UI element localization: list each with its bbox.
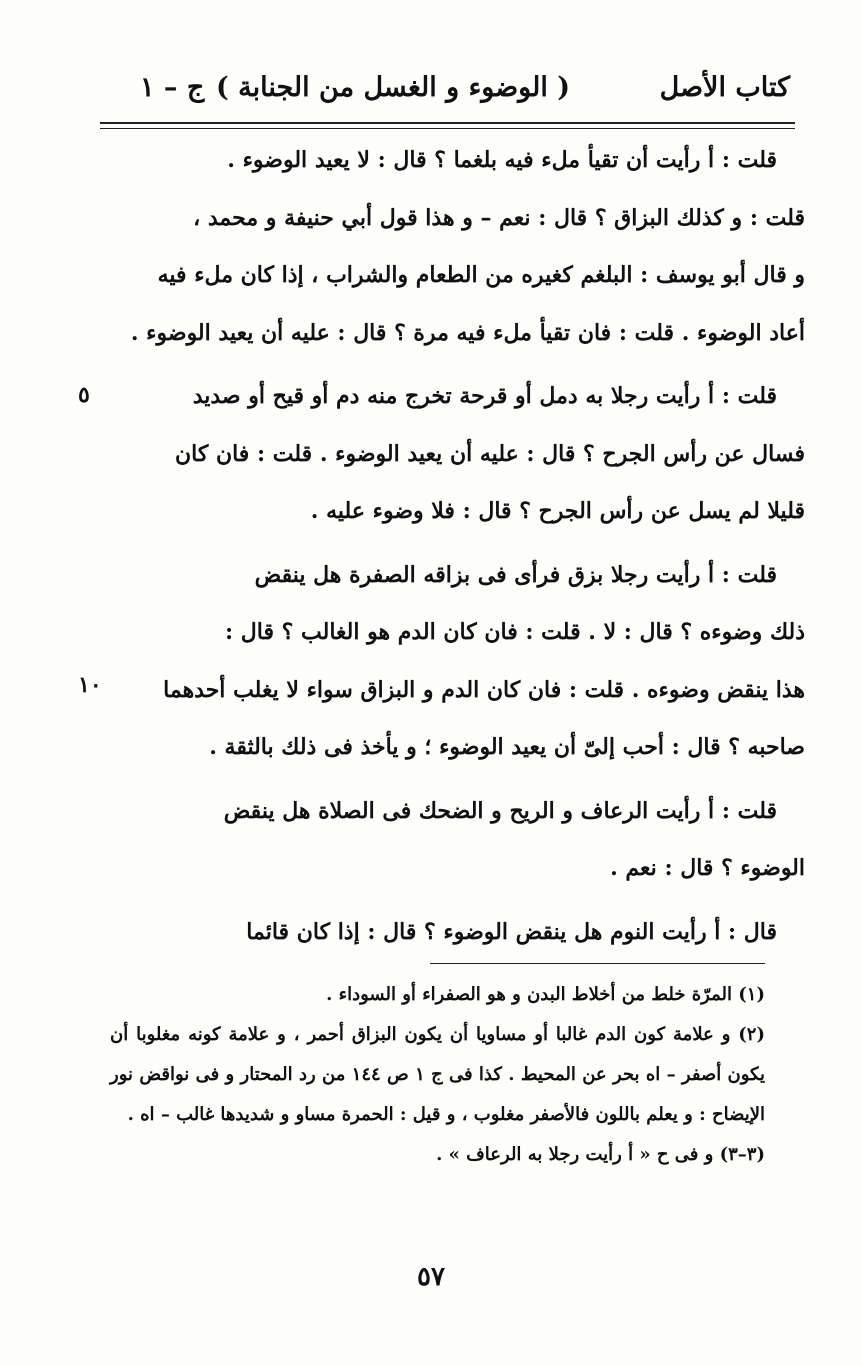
text-line: هذا ينقض وضوءه . قلت : فان كان الدم و البزاق سواء لا يغلب أحدهما <box>163 676 805 703</box>
footnotes <box>110 975 765 1175</box>
header-divider <box>100 122 795 129</box>
text-line: صاحبه ؟ قال : أحب إلىّ أن يعيد الوضوء ؛ و يأخذ فى ذلك بالثقة . <box>209 734 805 760</box>
page-number: ٥٧ <box>417 1262 445 1292</box>
text-line: قال : أ رأيت النوم هل ينقض الوضوء ؟ قال : إذا كان قائما <box>246 918 777 945</box>
main-text <box>125 132 805 961</box>
text-line: قلت : أ رأيت الرعاف و الريح و الضحك فى الصلاة هل ينقض <box>223 797 777 824</box>
text-line: قلت : أ رأيت رجلا به دمل أو قرحة تخرج منه دم أو قيح أو صديد <box>192 383 777 409</box>
chapter-title: ( الوضوء و الغسل من الجنابة ) <box>215 72 570 103</box>
text-line: قلت : أ رأيت أن تقيأ ملء فيه بلغما ؟ قال : لا يعيد الوضوء . <box>227 147 777 173</box>
text-line: فسال عن رأس الجرح ؟ قال : عليه أن يعيد الوضوء . قلت : فان كان <box>174 440 805 467</box>
volume-label: ج – ١ <box>140 72 205 103</box>
line-number-10: ١٠ <box>78 672 102 698</box>
text-line: و قال أبو يوسف : البلغم كغيره من الطعام والشراب ، إذا كان ملء فيه <box>157 262 805 288</box>
text-line: الوضوء ؟ قال : نعم . <box>610 855 805 881</box>
text-line: قلت : أ رأيت رجلا بزق فرأى فى بزاقه الصفرة هل ينقض <box>254 561 777 588</box>
footnote: (٢) و علامة كون الدم غالبا أو مساويا أن يكون البزاق أحمر ، و علامة كونه مغلوبا أن يكون أصفر – اه بحر عن المحيط . كذا فى ج ١ ص ١٤٤ من رد المحتار و فى نواقض نور الإيضاح : و يعلم باللون فالأصفر مغلوب ، و قيل : الحمرة مساو و شديدها غالب – اه . <box>110 1024 765 1125</box>
text-line: قليلا لم يسل عن رأس الجرح ؟ قال : فلا وضوء عليه . <box>310 498 805 524</box>
text-line: قلت : و كذلك البزاق ؟ قال : نعم – و هذا قول أبي حنيفة و محمد ، <box>193 204 805 231</box>
footnote: (٣–٣) و فى ح « أ رأيت رجلا به الرعاف » . <box>436 1144 765 1165</box>
line-number-5: ٥ <box>78 382 90 408</box>
text-line: أعاد الوضوء . قلت : فان تقيأ ملء فيه مرة ؟ قال : عليه أن يعيد الوضوء . <box>130 319 805 346</box>
book-title: كتاب الأصل <box>659 72 790 103</box>
footnote: (١) المرّة خلط من أخلاط البدن و هو الصفراء أو السوداء . <box>326 984 765 1005</box>
footnote-divider <box>430 963 765 964</box>
text-line: ذلك وضوءه ؟ قال : لا . قلت : فان كان الدم هو الغالب ؟ قال : <box>225 619 805 645</box>
page-header <box>110 68 790 118</box>
